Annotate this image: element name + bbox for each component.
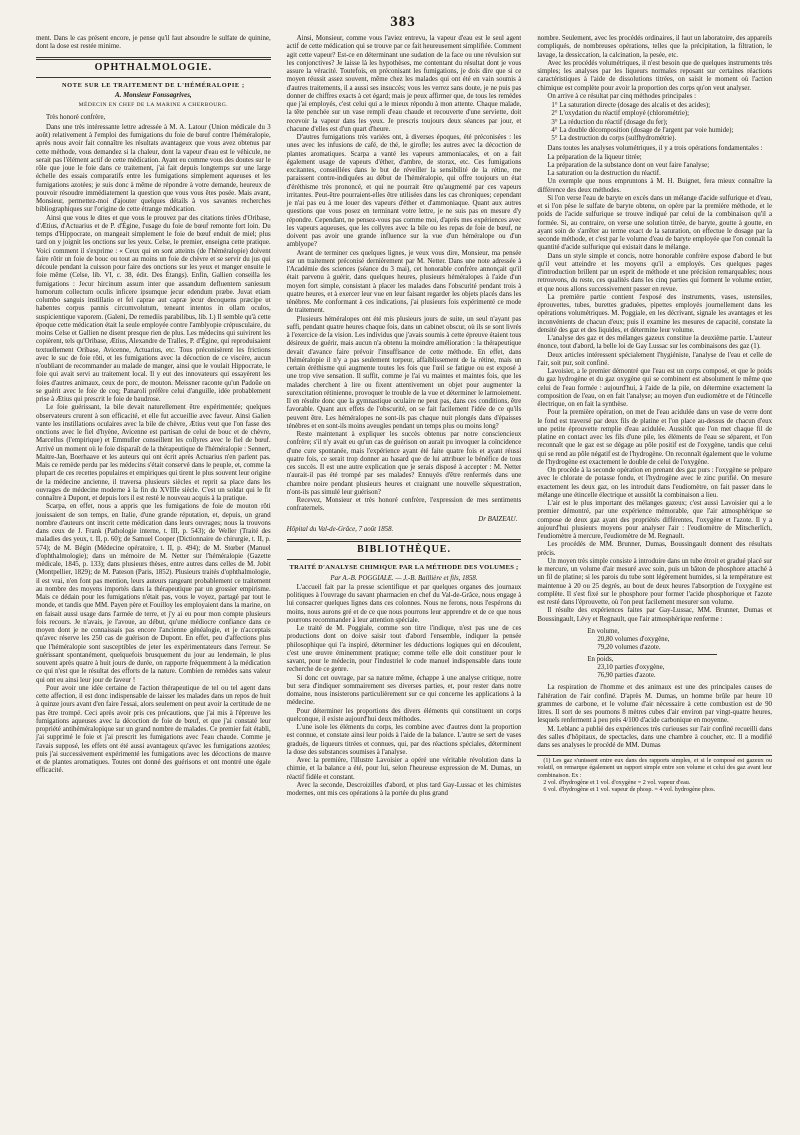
article-byline: A. Monsieur Fonssagrives,	[115, 92, 192, 99]
footnote: 2 vol. d'hydrogène et 1 vol. d'oxygène = 2 vol. vapeur d'eau.	[543, 779, 691, 786]
paragraph: Scarpa, en effet, nous a appris que les fumigations de foie de mouton rôti jouissaient de son temps, en Italie, d'une grande réputation, et, depuis, un grand nombre d'auteurs ont inscrit cette médication dans leurs ouvrages; nous la trouvons dans ceux de J. Frank (Pathologie interne, t. III, p. 543); de Weller (Traité des maladies des yeux, t. II, p. 60); de Samuel Cooper (Dictionnaire de chirurgie, t. II, p. 574); de M. Bégin (Médecine opératoire, t. II, p. 494); de M. Stœber (Manuel d'ophthalmologie); dans un mémoire de M. Netter sur l'héméralopie (Gazette médicale, 1845, p. 133); dans plusieurs thèses, entre autres dans celles de M. Jobit (Montpellier, 1829); de M. Pateson (Paris, 1852). Plusieurs traités d'ophthalmologie, il est vrai, n'en font pas mention, leurs auteurs rangeant probablement ce traitement au nombre des moyens importés dans la thérapeutique par un grossier empirisme. Mais ce dédain pour les fumigations n'était pas, vous le voyez, partagé par tout le monde, et tandis que MM. Payen père et Fouilloy les employaient dans la marine, on en faisait aussi usage dans l'armée de terre, et j'y ai eu pour mon compte plusieurs fois recours. Je n'avais, je l'avoue, au début, qu'une médiocre confiance dans ce moyen dont je ne connaissais pas encore l'ancienne généalogie, et je n'acceptais qu'avec réserve les 250 cas de guérison de Dupont. En effet, peu d'affections plus que l'héméralopie sont susceptibles de jeter les expérimentateurs dans l'erreur. Se guérissant spontanément, quelquefois brusquement du jour au lendemain, le plus souvent après quatre à huit jours de durée, on rapporte fréquemment à la médication ce qui n'est que le résultat des efforts de la nature. Combien de remèdes sans valeur qui ont eu ainsi leur jour de faveur !	[36, 503, 271, 684]
paragraph: Deux articles intéressent spécialement l'hygiéniste, l'analyse de l'eau et celle de l'air, soit pur, soit confiné.	[537, 351, 773, 367]
paragraph: La préparation de la substance dont on veut faire l'analyse;	[547, 161, 710, 169]
paragraph: Recevez, Monsieur et très honoré confrère, l'expression de mes sentiments confraternels.	[286, 497, 522, 513]
list-item: 3° La réduction du réactif (dosage du fer);	[551, 118, 668, 126]
column-2	[285, 35, 522, 1135]
section-title-ophthalmologie: OPHTHALMOLOGIE.	[94, 61, 213, 73]
section-title-bibliotheque: BIBLIOTHÈQUE.	[357, 544, 451, 555]
page-number: 383	[390, 14, 416, 30]
book-byline: Par A.-B. POGGIALE. — J.-B. Baillière et fils, 1858.	[330, 574, 478, 582]
columns	[34, 35, 772, 1135]
book-title: TRAITÉ D'ANALYSE CHIMIQUE PAR LA MÉTHODE DES VOLUMES ;	[289, 564, 519, 572]
letter-salutation: Très honoré confrère,	[46, 113, 106, 121]
paragraph: Si donc cet ouvrage, par sa nature même, échappe à une analyse critique, notre but sera d'indiquer sommairement ses diverses parties, et, pour rester dans notre domaine, nous insisterons particulièrement sur ce qui concerne les applications à la médecine.	[286, 674, 522, 707]
paragraph: La préparation de la liqueur titrée;	[547, 153, 642, 161]
article-affiliation: MÉDECIN EN CHEF DE LA MARINE A CHERBOURG.	[78, 102, 229, 109]
column-1	[34, 35, 271, 1135]
composition-divider	[597, 654, 717, 655]
list-item: 4° La double décomposition (dosage de l'argent par voie humide);	[551, 126, 734, 134]
letter-signature: Dr BAIZEAU.	[478, 515, 518, 523]
section-divider	[287, 539, 522, 542]
paragraph: L'air est le plus important des mélanges gazeux; c'est aussi Lavoisier qui a le premier démontré, par une expérience mémorable, que l'air atmosphérique se compose de deux gaz ayant des propriétés différentes, l'oxygène et l'azote. Il y a aujourd'hui plusieurs moyens pour analyser l'air : l'eudiomètre de Mitscherlich, l'eudiomètre à mercure, l'eudiomètre de M. Regnault.	[537, 500, 773, 540]
footnote: (1) Les gaz s'unissent entre eux dans des rapports simples, et si le composé est gazeux ou volatil, on remarque également un rapport simple entre son volume et celui des gaz avant leur combinaison. Ex :	[537, 758, 773, 779]
article-title: NOTE SUR LE TRAITEMENT DE L'HÉMÉRALOPIE ;	[61, 81, 245, 89]
letter-dateline: Hôpital du Val-de-Grâce, 7 août 1858.	[286, 525, 394, 533]
paragraph: M. Leblanc a publié des expériences très curieuses sur l'air confiné recueilli dans des salles d'hôpitaux, de spectacles, dans une chambre à coucher, etc. Il a modifié dans ses analyses le procédé de MM. Dumas	[537, 725, 773, 749]
paragraph: Pour la première opération, on met de l'eau acidulée dans un vase de verre dont le fond est traversé par deux fils de platine et l'on place au-dessus de chacun d'eux une petite éprouvette remplie d'eau acidulée. Aussitôt que l'on met chaque fil de platine en contact avec les fils d'une pile, les éléments de l'eau se séparent, et l'on reconnaît que le gaz est se dégage au pôle positif est de l'oxygène, tandis que celui qui se rend au pôle négatif est de l'hydrogène. On reconnaît également que le volume de l'hydrogène est exactement le double de celui de l'oxygène.	[537, 409, 773, 466]
list-item: 5° La destruction du corps (sulfhydrométrie).	[551, 135, 677, 142]
composition-line: 20,80 volumes d'oxygène,	[597, 636, 670, 643]
paragraph: Le traité de M. Poggiale, comme son titre l'indique, n'est pas une de ces productions dont on doive saisir tout d'abord l'ensemble, indiquer la pensée philosophique qui l'a inspiré, déterminer les déductions logiques qui en découlent, c'est une œuvre éminemment pratique; comme telle elle doit constituer pour le savant, pour le médecin, pour l'industriel le code manuel indispensable dans toute recherche de ce genre.	[286, 625, 522, 674]
paragraph: Dans une très intéressante lettre adressée à M. A. Latour (Union médicale du 3 août) relativement à l'emploi des fumigations du foie de bœuf contre l'héméralopie, après nous avoir fait connaître les résultats avantageux que vous avez obtenus par cette méthode, vous demandez si la chaleur, dont la vapeur d'eau est le véhicule, ne serait pas l'élément actif de cette médication. Ayant eu comme vous des doutes sur le rôle que joue le foie dans ce traitement, j'ai fait depuis longtemps sur une large échelle des essais comparatifs entre les fumigations simplement aqueuses et les fumigations azotées; je suis donc à même de répondre à votre demande, heureux de pouvoir résoudre immédiatement la question que vous vous êtes posée. Mais avant, Monsieur, permettez-moi d'ajouter quelques détails à vos savantes recherches bibliographiques sur l'origine de cette étrange médication.	[36, 123, 271, 214]
paragraph: Les procédés de MM. Brunner, Dumas, Boussingault donnent des résultats précis.	[537, 541, 773, 557]
section-divider	[36, 57, 271, 60]
air-composition	[587, 627, 772, 681]
paragraph: Avec la seconde, Descroizilles d'abord, et plus tard Gay-Lussac et les chimistes modernes, ont mis ces opérations à la portée du plus grand	[286, 781, 522, 797]
paragraph: La respiration de l'homme et des animaux est une des principales causes de l'altération de l'air confiné. D'après M. Dumas, un homme brûle par heure 10 grammes de carbone, et le volume d'air nécessaire à cette combustion est de 90 litres. Il sort de ses poumons 8 mètres cubes d'air environ par vingt-quatre heures, lesquels renferment à peu près 4/100 d'acide carbonique en moyenne.	[537, 684, 773, 725]
paragraph: Il résulte des expériences faites par Gay-Lussac, MM. Brunner, Dumas et Boussingault, Lévy et Regnault, que l'air atmosphérique renferme :	[537, 607, 773, 623]
paragraph: Avec les procédés volumétriques, il n'est besoin que de quelques instruments très simples; les analyses par les liqueurs normales reposant sur certaines réactions caractéristiques à l'aide de dissolutions titrées, on saisit le moment où l'action chimique est complète pour avoir la proportion des corps qu'on veut analyser.	[537, 59, 773, 92]
paragraph: Lavoisier, a le premier démontré que l'eau est un corps composé, et que le poids du gaz hydrogène et du gaz oxygène qui se combinent est absolument le même que celui de l'eau formée : aujourd'hui, à l'aide de la pile, on détermine exactement la composition de l'eau, on en fait l'analyse; au moyen d'un eudiomètre et de l'étincelle électrique, on en fait la synthèse.	[537, 368, 773, 408]
footnote: 6 vol. d'hydrogène et 1 vol. vapeur de phosp. = 4 vol. hydrogène phos.	[543, 787, 716, 794]
section-divider	[36, 77, 271, 78]
paragraph: Dans un style simple et concis, notre honorable confrère expose d'abord le but qu'il veut atteindre et les moyens qu'il a employés. Ces quelques pages d'introduction brillent par un esprit de méthode et une précision remarquables; nous retrouvons, du reste, ces qualités dans les cinq parties qui forment le volume entier, et que nous allons successivement passer en revue.	[537, 252, 773, 293]
list-item: 2° L'oxydation du réactif employé (chlorométrie);	[551, 110, 690, 118]
paragraph: L'analyse des gaz et des mélanges gazeux constitue la deuxième partie. L'auteur énonce, tout d'abord, la belle loi de Gay Lussac sur les combinaisons des gaz (1).	[537, 335, 773, 351]
paragraph: La saturation ou la destruction du réactif.	[547, 170, 661, 177]
paragraph: Avant de terminer ces quelques lignes, je veux vous dire, Monsieur, ma pensée sur un traitement préconisé dernièrement par M. Netter. Dans une note adressée à l'Académie des sciences (séance du 3 mai), cet honorable confrère annonçait qu'il était parvenu à guérir, dans quelques heures, plusieurs héméralopes à l'aide d'un moyen fort simple, consistant à placer les malades dans l'obscurité pendant trois à quatre heures, et à exercer leur vue en leur faisant regarder les objets placés dans les ténèbres. Me conformant à ces indications, j'ai plusieurs fois expérimenté ce mode de traitement.	[286, 249, 522, 315]
paragraph: Avec la première, l'illustre Lavoisier a opéré une véritable révolution dans la chimie, et la balance a été, pour lui, selon l'heureuse expression de M. Dumas, un réactif fidèle et constant.	[286, 757, 522, 781]
composition-line: 76,90 parties d'azote.	[597, 672, 656, 679]
paragraph: Ainsi que vous le dites et que vous le prouvez par des citations tirées d'Oribase, d'Ætius, d'Actuarius et de P. d'Égine, l'usage du foie de bœuf remonte fort loin. Du temps d'Hippocrate, on mangeait simplement le foie de bœuf enduit de miel; plus tard on y joignit les onctions sur les yeux. Celse, le premier, enseigna cette pratique. Voici comment il s'exprime : « Ceux qui en sont atteints (de l'héméralopie) doivent faire rôtir un foie de bouc ou tout au moins un foie de chèvre et se servir du jus qui découle pendant la cuisson pour faire des onctions sur les yeux et manger ensuite le foie même (Celse, lib. VI, c. 38, édit. Des Étangs). Enfin, Gallien conseilla les fumigations : Jecur hircinum assum inter que assandum defluentem saniesum humorum collectum oculis inficere ipsumque jecur edendum præbe. Juvat etiam columbo sanguis instillatio et fel caprae aut capræ jecur decoquens præcipe ut habentes corpus pannis circumvolutum, teneant intentos in ollam oculos, suspicientique vaporem. (Galeni, De remediis parabilibus, lib. I.) Il semble qu'à cette époque cette médication était la seule employée contre l'amblyopie crépusculaire, du moins Celse et Gallien ne disent presque rien de plus. Les médecins qui suivirent les copièrent, tels qu'Oribase, Ætius, Alexandre de Tralles, P. d'Égine, qui reproduisaient textuellement Oribase, Avicenne, Actuarius, etc. Tous préconisèrent les frictions avec le suc de foie rôti, et les fumigations avec la décoction de ce viscère, aucun n'oubliant de recommander au malade de manger, ainsi que le voulait Hippocrate, le foie qui avait servi au traitement local. Il y eut des innovateurs qui essayèrent les foies d'autres animaux, ceux de porc, de mouton. Meissner raconte qu'un Padoûe on se guérit avec le foie de coq; Panaroli préfère celui d'anguille, idée probablement prise à Ætius qui prescrit le foie de baudrose.	[36, 214, 271, 403]
column-3	[535, 35, 772, 1135]
paragraph: Plusieurs héméralopes ont été mis plusieurs jours de suite, un seul n'ayant pas suffi, pendant quatre heures chaque fois, dans un cabinet obscur, où ils se sont livrés à l'exercice de la vision. Les individus que j'avais soumis à cette épreuve étaient tous désireux de guérir, mais aucun n'a obtenu la moindre amélioration : la thérapeutique devait d'avance faire prévoir l'insuffisance de cette méthode. En effet, dans l'héméralopie il n'y a pas seulement torpeur, affaiblissement de la rétine, mais un certain éréthisme qui augmente toutes les fois que l'œil se fatigue ou est exposé à une trop vive sensation. Il suffit, comme je l'ai vu maintes et maintes fois, que les malades cherchent à lire ou fixent attentivement un objet pour augmenter la surexcitation rétinienne, provoquer le trouble de la vue et déterminer le larmoiement. Il en résulte donc que la gymnastique oculaire ne peut pas, dans ces conditions, être favorable. Quant aux effets de l'obscurité, on se fait facilement l'idée de ce qu'ils peuvent être. Les héméralopes ne sont-ils pas chaque nuit plongés dans d'épaisses ténèbres et en sont-ils moins aveugles pendant un temps plus ou moins long?	[286, 315, 522, 430]
footnotes	[537, 755, 772, 794]
methods-list	[551, 102, 772, 143]
paragraph: L'une isole les éléments du corps, les combine avec d'autres dont la proportion est connue, et constate ainsi leur poids à l'aide de la balance. L'autre se sert de vases gradués, de liqueurs titrées et connues, qui, par des réactions spéciales, déterminent la dose des substances soumises à l'analyse.	[286, 724, 522, 756]
paragraph: Pour déterminer les proportions des divers éléments qui constituent un corps quelconque, il existe aujourd'hui deux méthodes.	[286, 707, 522, 723]
paragraph: Le foie guérissant, la bile devait naturellement être expérimentée; quelques observateurs crurent à son efficacité, et elle fut accueillie avec faveur. Ainsi Galien vante les instillations oculaires avec la bile de chèvre, Ætius veut que l'on fasse des onctions avec le fiel d'hyène, Avicenne est partisan de celui de bouc et de chèvre, Marcellus (l'empirique) et Emmuller conseillent les collyres avec le fiel de bœuf. Arrivé un moment où le foie disparaît de la thérapeutique de l'héméralopie : Sennert, Maitre-Jan, Boerhaave et les auteurs qui ont écrit après Actuarius n'en parlent pas. Mais ce remède perdu par les médecins s'était conservé dans le peuple, et, comme la plupart de ces recettes populaires et empiriques qui tirent le plus souvent leur origine de la médecine ancienne, il traversa plusieurs siècles et reprit sa place dans les ouvrages de médecine moderne à la fin du XVIIIe siècle. C'est un soldat qui le fit connaître à Dupont, et depuis lors il est resté le nouveau acquis à la pratique.	[36, 404, 271, 502]
composition-line: 23,10 parties d'oxygène,	[597, 663, 665, 671]
paragraph: nombre. Seulement, avec les procédés ordinaires, il faut un laboratoire, des appareils compliqués, de nombreuses opérations, telles que la précipitation, la filtration, le lavage, la dessiccation, la calcination, la pesée, etc.	[537, 35, 773, 59]
composition-label-weight: En poids,	[587, 655, 614, 663]
paragraph: D'autres fumigations très variées ont, à diverses époques, été préconisées : les unes avec les infusions de café, de thé, le girofle; les autres avec la décoction de plantes aromatiques. Scarpa a vanté les vapeurs ammoniacales, et on a fait également usage de vapeurs d'éther, d'ambre, de storax, etc. Ces fumigations excitantes, conseillées dans le but de réveiller la sensibilité de la rétine, me paraissent contre-indiquées au début de l'héméralopie, qui offre toujours un état d'éréthisme très prononcé, et qui ne pourrait être qu'augmenté par ces vapeurs irritantes. Peut-être pourraient-elles être utilisées dans les cas chroniques; cependant je n'ai pas eu à me louer des vapeurs d'éther et d'ammoniaque. Quant aux autres questions que vous posez en terminant votre lettre, je ne suis pas en mesure d'y répondre. Cependant, ne pensez-vous pas comme moi, d'après mes expériences avec les vapeurs aqueuses, que les collyres avec la bile ou les repas de foie de bœuf, ne doivent pas avoir une grande influence sur la vue d'un héméralope ou d'un amblyope?	[286, 134, 522, 249]
paragraph: Si l'on verse l'eau de baryte en excès dans un mélange d'acide sulfurique et d'eau, et si l'on pèse le sulfate de baryte obtenu, on opère par la première méthode, et le poids de l'acide sulfurique se trouve indiqué par celui de la combinaison qu'il a formée. Si, au contraire, on verse une solution titrée, de baryte, goutte à goutte, en ayant soin de s'arrêter au terme exact de la saturation, on effectue le dosage par la seconde méthode, et c'est par le volume d'eau de baryte employée que l'on connaît la quantité d'acide sulfurique qui existait dans le mélange.	[537, 194, 773, 252]
paragraph: Dans toutes les analyses volumétriques, il y a trois opérations fondamentales :	[547, 145, 763, 153]
list-item: 1° La saturation directe (dosage des alcalis et des acides);	[551, 102, 711, 109]
paragraph: On procède à la seconde opération en prenant des gaz purs : l'oxygène se prépare avec le chlorate de potasse fondu, et l'hydrogène avec le zinc purifié. On mesure exactement les deux gaz, on les introduit dans l'eudiomètre, on fait passer dans le mélange une étincelle électrique et aussitôt la combinaison a lieu.	[537, 467, 773, 499]
paragraph: L'accueil fait par la presse scientifique et par quelques organes des journaux politiques à l'ouvrage du savant pharmacien en chef du Val-de-Grâce, nous engage à lui consacrer quelques lignes dans ces colonnes. Nous ne ferons, nous l'espérons du moins, nous aurons gré et de ce que nous pourrons leur apprendre et de ce que nous pourrons recommander à leur attention spéciale.	[286, 583, 522, 624]
column-intro: ment. Dans le cas présent encore, je pense qu'il faut absoudre le sulfate de quinine, dont la dose est restée minime.	[36, 35, 271, 51]
paragraph: Reste maintenant à expliquer les succès obtenus par notre consciencieux confrère; s'il n'y avait eu qu'un cas de guérison on aurait pu invoquer la coïncidence d'une cure spontanée, mais l'expérience ayant été faite quatre fois et ayant réussi quatre fois, ce serait trop donner au hasard que de lui attribuer le bénéfice de tous ces succès. Il est une autre explication que je serais disposé à accepter : M. Netter n'aurait-il pas été trompé par ses malades? Ennuyés d'être renfermés dans une chambre noire pendant plusieurs heures et craignant une nouvelle séquestration, n'ont-ils pas simulé leur guérison?	[286, 431, 522, 496]
paragraph: Un moyen très simple consiste à introduire dans un tube étroit et gradué placé sur le mercure, un volume d'air mesuré avec soin, puis un bâton de phosphore attaché à un fil de platine; si les parois du tube sont légèrement humides, si la température est maintenue à 20 ou 25 degrés, au bout de deux heures l'absorption de l'oxygène est complète. Il s'est fixé sur le phosphore pour former l'acide phosphorique et l'azote est resté dans l'éprouvette, où l'on peut facilement mesurer son volume.	[537, 557, 773, 606]
paragraph: Ainsi, Monsieur, comme vous l'aviez entrevu, la vapeur d'eau est le seul agent actif de cette médication qui se trouve par ce fait heureusement simplifiée. Comment agit cette vapeur? Est-ce en déterminant une sudation de la face ou une révulsion sur les conjonctives? Je laisse là les hypothèses, me contentant du résultat dont je vous assure la véracité. Toutefois, en préconisant les fumigations, je dois dire que si ce moyen réussit assez souvent, même chez les malades qui ont été en vain soumis à d'autres traitements, il a aussi ses insuccès; vous les verrez sans doute, je ne puis pas donner de chiffres exacts à cet égard; mais je peux affirmer que, de tous les remèdes que j'ai employés, c'est celui qui a le mieux répondu à mon attente. Chaque malade, la tête penchée sur un vase rempli d'eau chaude et recouverte d'une serviette, doit recevoir la vapeur dans les yeux. Je prescris toujours deux séances par jour, et chacune d'elles est d'un quart d'heure.	[286, 35, 522, 133]
section-divider	[287, 559, 522, 560]
paragraph: Pour avoir une idée certaine de l'action thérapeutique de tel ou tel agent dans cette affection, il est donc indispensable de laisser les malades dans un repos de huit à quinze jours avant d'en faire l'essai, alors seulement on peut avoir la certitude de ne pas être trompé. Ceci après avoir pris ces précautions, que j'ai mis à l'épreuve les fumigations aqueuses avec la décoction de foie de bœuf, et que j'ai constaté leur propriété antihéméralopique sur un grand nombre de malades. Ce premier fait établi, j'ai supprimé le foie et j'ai prescrit les fumigations avec l'eau chaude. Comme je l'avais supposé, les effets ont été aussi avantageux qu'avec les fumigations azotées; puis j'ai successivement expérimenté les fumigations avec les décoctions de mauve et de plantes aromatiques. Toutes ont donné des guérisons et ont montré une égale efficacité.	[36, 684, 271, 775]
paragraph: On arrive à ce résultat par cinq méthodes principales :	[547, 92, 697, 100]
composition-line: 79,20 volumes d'azote.	[597, 644, 661, 652]
paragraph: Un exemple que nous empruntons à M. H. Buignet, fera mieux connaître la différence des deux méthodes.	[537, 178, 773, 194]
paragraph: La première partie contient l'exposé des instruments, vases, ustensiles, éprouvettes, tubes, burettes graduées, pipettes employés journellement dans les opérations volumétriques. M. Poggiale, en les décrivant, signale les avantages et les inconvénients de chacun d'eux; puis il examine les mesures de capacité, constate la densité des gaz et des liquides, et détermine leur volume.	[537, 293, 773, 334]
composition-label-volume: En volume,	[587, 627, 620, 635]
